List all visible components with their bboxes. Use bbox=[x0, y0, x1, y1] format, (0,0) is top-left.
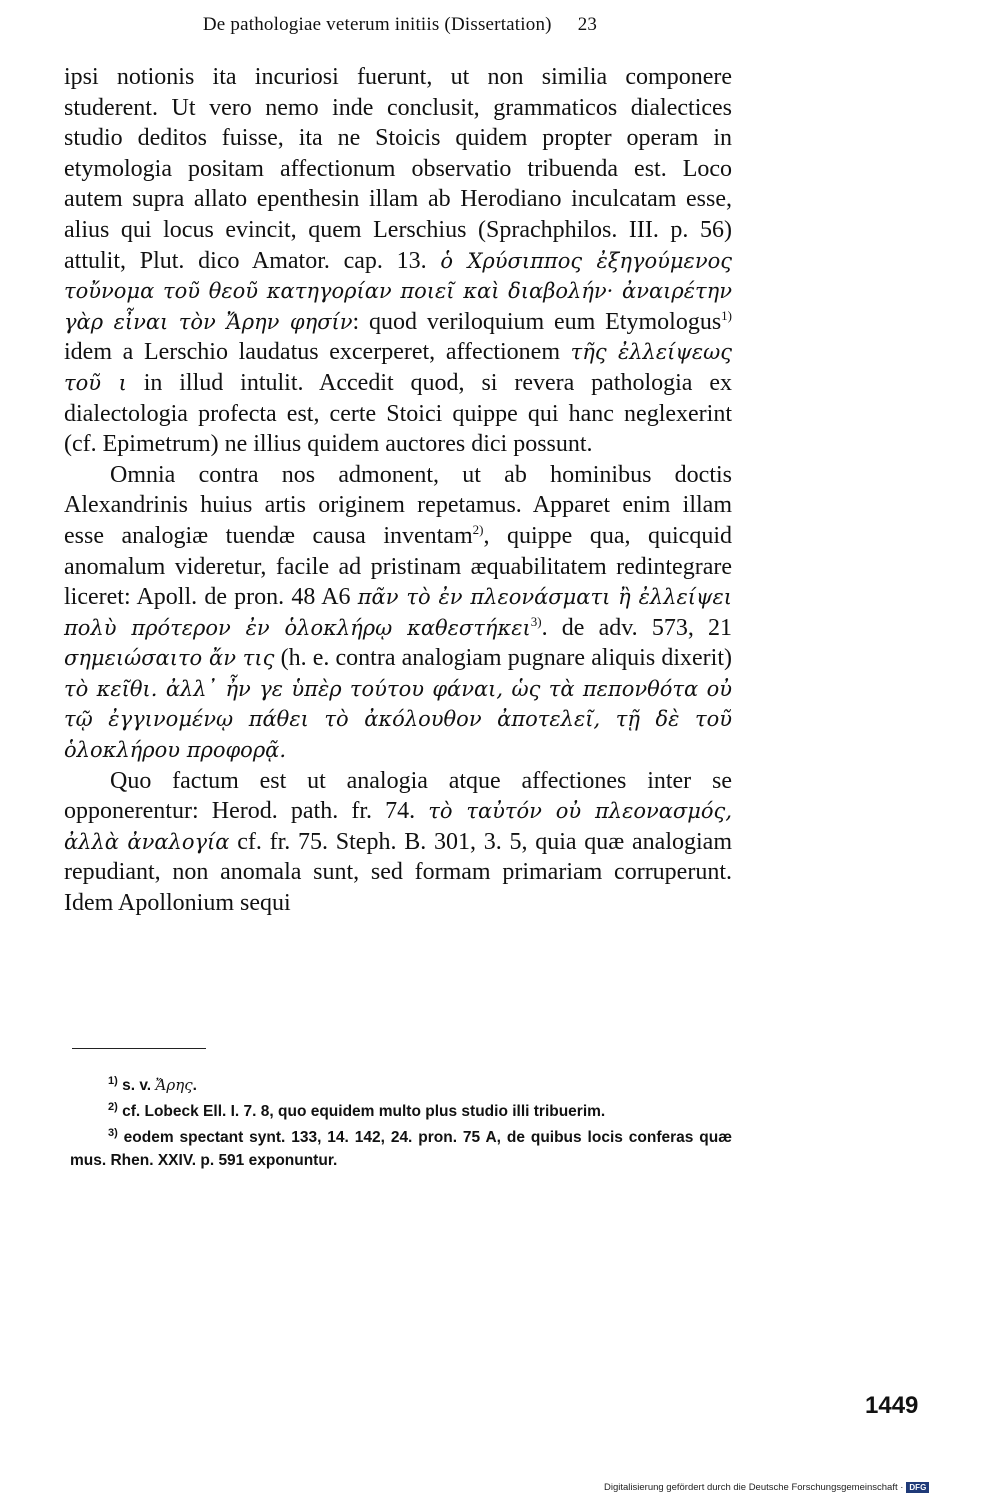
text-run: eodem spectant synt. 133, 14. 142, 24. pron. 75 A, de quibus locis conferas quæ mus. Rhen. XXIV. p. 591 exponuntur. bbox=[70, 1129, 732, 1169]
greek-quotation: τὸ κεῖθι. ἀλλ᾽ ἦν γε ὑπὲρ τούτου φάναι, ὡς τὰ πεπονθότα οὐ τῷ ἐγγινομένῳ πάθει τὸ ἀκόλουθον ἀποτελεῖ, τῇ δὲ τοῦ ὁλοκλήρου προφορᾷ. bbox=[64, 676, 732, 763]
footnote-divider bbox=[72, 1048, 206, 1049]
text-run: Quo factum est ut analogia atque affectiones inter se opponerentur: Herod. path. fr. 74. bbox=[64, 767, 732, 825]
footnote-ref: 2) bbox=[108, 1100, 118, 1113]
footnote-3 bbox=[70, 1126, 732, 1172]
page-number: 23 bbox=[577, 14, 598, 35]
text-run: , quippe qua, quicquid anomalum videretur, facile ad pristinam æquabilitatem redintegrare liceret: Apoll. de pron. 48 A6 bbox=[64, 522, 732, 611]
text-run: (h. e. contra analogiam pugnare aliquis dixerit) bbox=[274, 645, 732, 672]
paragraph-3 bbox=[64, 766, 732, 919]
footnote-ref: 3) bbox=[108, 1126, 118, 1139]
footnote-ref: 1) bbox=[721, 307, 732, 323]
dfg-logo: DFG bbox=[906, 1482, 929, 1493]
footnotes bbox=[70, 1074, 732, 1175]
digitization-credit bbox=[604, 1482, 994, 1493]
text-run: idem a Lerschio laudatus excerperet, affectionem bbox=[64, 339, 571, 366]
paragraph-1 bbox=[64, 62, 732, 460]
footnote-1 bbox=[70, 1074, 732, 1097]
text-run: ipsi notionis ita incuriosi fuerunt, ut non similia componere studerent. Ut vero nemo inde conclusit, grammaticos dialectices studio deditos fuisse, ita ne Stoicis quidem propter operam in etymologia positam affectionum observatio tribuenda est. Loco autem supra allato epenthesin illam ab Herodiano inculcatam esse, alius qui locus evincit, quem Lerschius (Sprachphilos. III. p. 56) attulit, Plut. dico Amator. cap. 13. bbox=[64, 64, 732, 274]
text-run: s. v. bbox=[117, 1077, 156, 1094]
text-run: Omnia contra nos admonent, ut ab hominibus doctis Alexandrinis huius artis originem repetamus. Apparet enim illam esse analogiæ tuendæ causa inventam bbox=[64, 461, 732, 549]
footnote-2 bbox=[70, 1100, 732, 1123]
greek-quotation: τῆς ἐλλείψεως τοῦ ι bbox=[64, 340, 732, 395]
text-run: cf. fr. 75. Steph. B. 301, 3. 5, quia quæ analogiam repudiant, non anomala sunt, sed formam primariam corruperunt. Idem Apollonium sequi bbox=[64, 828, 732, 917]
running-header bbox=[0, 14, 800, 36]
credit-text: Digitalisierung gefördert durch die Deutsche Forschungsgemeinschaft · bbox=[604, 1482, 904, 1494]
folio-number: 1449 bbox=[865, 1392, 919, 1419]
text-run: cf. Lobeck Ell. I. 7. 8, quo equidem multo plus studio illi tribuerim. bbox=[117, 1103, 606, 1120]
greek-quotation: τὸ ταὐτόν οὐ πλεονασμός, ἀλλὰ ἀναλογία bbox=[64, 799, 732, 854]
text-run: : quod veriloquium eum Etymologus bbox=[352, 308, 722, 335]
running-title: De pathologiae veterum initiis (Dissertation) bbox=[202, 14, 552, 35]
text-run: . bbox=[192, 1077, 197, 1094]
greek-quotation: σημειώσαιτο ἄν τις bbox=[64, 646, 275, 671]
footnote-ref: 2) bbox=[472, 521, 484, 537]
text-run: in illud intulit. Accedit quod, si revera pathologia ex dialectologia profecta est, certe Stoici quippe qui hanc neglexerint (cf. Epimetrum) ne illius quidem auctores dici possunt. bbox=[64, 369, 732, 458]
paragraph-2 bbox=[64, 460, 732, 766]
main-text bbox=[64, 62, 732, 919]
footnote-ref: 1) bbox=[108, 1074, 118, 1087]
greek-quotation: Ἄρης bbox=[155, 1076, 193, 1094]
footnote-ref: 3) bbox=[530, 613, 542, 629]
greek-quotation: ὁ Χρύσιππος ἐξηγούμενος τοὔνομα τοῦ θεοῦ κατηγορίαν ποιεῖ καὶ διαβολήν· ἀναιρέτην γὰρ εἶναι τὸν Ἄρην φησίν bbox=[64, 248, 732, 334]
text-run: . de adv. 573, 21 bbox=[541, 614, 732, 641]
greek-quotation: πᾶν τὸ ἐν πλεονάσματι ἢ ἐλλείψει πολὺ πρότερον ἐν ὁλοκλήρῳ καθεστήκει bbox=[64, 585, 732, 640]
